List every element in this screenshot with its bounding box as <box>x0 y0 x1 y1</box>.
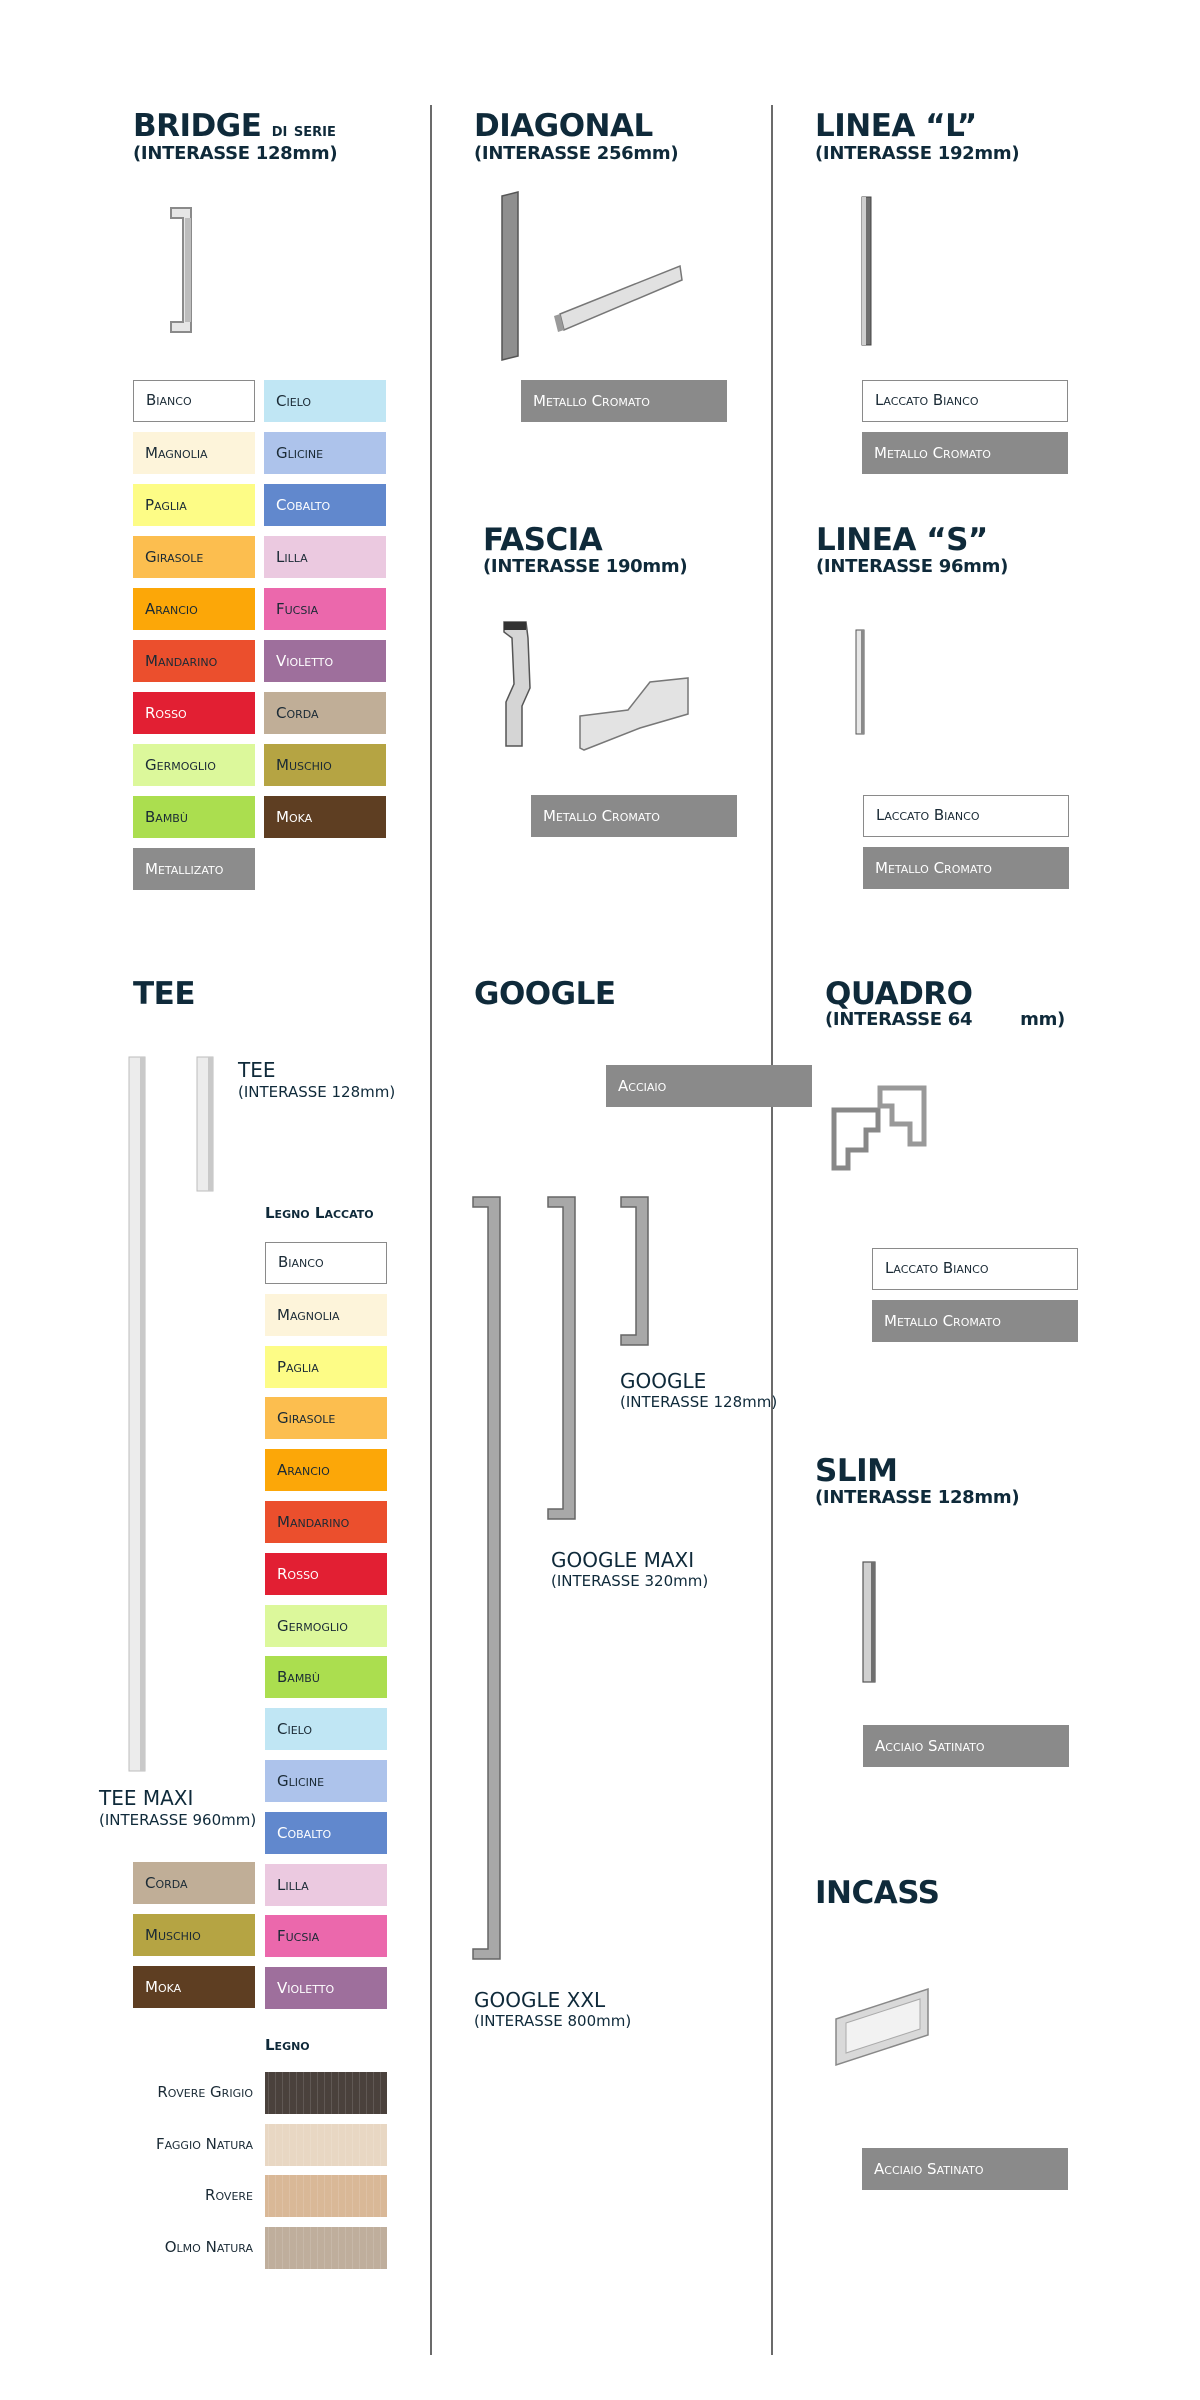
fascia-spec: (INTERASSE 190mm) <box>483 556 688 577</box>
column-divider-left <box>430 105 432 2355</box>
linea-l-swatch-laccato-bianco: Laccato Bianco <box>862 380 1068 422</box>
tee-maxi-spec: (INTERASSE 960mm) <box>99 1811 257 1829</box>
wood-swatch-rovere <box>265 2175 387 2217</box>
quadro-title: QUADRO <box>825 976 973 1012</box>
tee-lacquer-swatch-bambu: Bambù <box>265 1656 387 1698</box>
quadro-spec-a: (INTERASSE 64 <box>825 1009 973 1030</box>
tee-lacquer-swatch-lilla: Lilla <box>265 1864 387 1906</box>
bridge-swatch-bambu: Bambù <box>133 796 255 838</box>
quadro-handle-image <box>828 1080 933 1175</box>
linea-s-swatch-metallo-cromato: Metallo Cromato <box>863 847 1069 889</box>
google-maxi-spec: (INTERASSE 320mm) <box>551 1572 709 1590</box>
linea-l-handle-image <box>858 195 878 350</box>
incass-handle-image <box>832 1985 932 2070</box>
google-xxl-label: GOOGLE XXL <box>474 1988 606 2012</box>
wood-swatch-rovere-grigio <box>265 2072 387 2114</box>
bridge-swatch-lilla: Lilla <box>264 536 386 578</box>
quadro-spec <box>825 1009 1065 1031</box>
incass-title: INCASS <box>815 1875 940 1911</box>
linea-s-handle-image <box>853 628 869 738</box>
bridge-spec: (INTERASSE 128mm) <box>133 143 338 164</box>
linea-s-title: LINEA “S” <box>816 522 988 558</box>
diagonal-swatch-metallo-cromato: Metallo Cromato <box>521 380 727 422</box>
tee-lacquer-swatch-girasole: Girasole <box>265 1397 387 1439</box>
google-handle-image <box>618 1195 654 1350</box>
linea-s-swatch-laccato-bianco: Laccato Bianco <box>863 795 1069 837</box>
bridge-swatch-metallizato: Metallizato <box>133 848 255 890</box>
tee-maxi-handle-image <box>126 1055 150 1775</box>
tee-lacquer-swatch-fucsia: Fucsia <box>265 1915 387 1957</box>
column-divider-right <box>771 105 773 2355</box>
tee-lacquer-swatch-cobalto: Cobalto <box>265 1812 387 1854</box>
bridge-swatch-paglia: Paglia <box>133 484 255 526</box>
google-xxl-spec: (INTERASSE 800mm) <box>474 2012 632 2030</box>
bridge-swatch-cielo: Cielo <box>264 380 386 422</box>
bridge-swatch-moka: Moka <box>264 796 386 838</box>
bridge-handle-image <box>165 200 205 340</box>
tee-left-swatch-moka: Moka <box>133 1966 255 2008</box>
wood-label-faggio-natura: Faggio Natura <box>155 2134 253 2153</box>
fascia-handle-image <box>500 618 695 758</box>
tee-lacquer-swatch-cielo: Cielo <box>265 1708 387 1750</box>
linea-l-title: LINEA “L” <box>815 108 977 144</box>
bridge-swatch-mandarino: Mandarino <box>133 640 255 682</box>
quadro-swatch-laccato-bianco: Laccato Bianco <box>872 1248 1078 1290</box>
bridge-title-main: BRIDGE <box>133 108 262 144</box>
bridge-swatch-girasole: Girasole <box>133 536 255 578</box>
google-label: GOOGLE <box>620 1369 707 1393</box>
bridge-swatch-violetto: Violetto <box>264 640 386 682</box>
linea-l-spec: (INTERASSE 192mm) <box>815 143 1020 164</box>
tee-lacquer-swatch-magnolia: Magnolia <box>265 1294 387 1336</box>
fascia-swatch-metallo-cromato: Metallo Cromato <box>531 795 737 837</box>
google-title: GOOGLE <box>474 976 616 1012</box>
fascia-title: FASCIA <box>483 522 603 558</box>
google-spec: (INTERASSE 128mm) <box>620 1393 778 1411</box>
tee-lacquer-swatch-arancio: Arancio <box>265 1449 387 1491</box>
tee-title: TEE <box>133 976 195 1012</box>
wood-label-rovere: Rovere <box>205 2186 253 2204</box>
slim-handle-image <box>860 1560 880 1685</box>
bridge-title <box>133 110 336 146</box>
google-maxi-handle-image <box>545 1195 581 1525</box>
google-swatch-acciaio: Acciaio <box>606 1065 812 1107</box>
slim-swatch-acciaio-satinato: Acciaio Satinato <box>863 1725 1069 1767</box>
bridge-swatch-arancio: Arancio <box>133 588 255 630</box>
bridge-swatch-muschio: Muschio <box>264 744 386 786</box>
tee-left-swatch-corda: Corda <box>133 1862 255 1904</box>
quadro-spec-b: mm) <box>1020 1009 1065 1030</box>
wood-label-rovere-grigio: Rovere Grigio <box>157 2083 253 2101</box>
bridge-swatch-corda: Corda <box>264 692 386 734</box>
slim-title: SLIM <box>815 1453 898 1489</box>
tee-handle-image <box>194 1055 218 1195</box>
bridge-swatch-fucsia: Fucsia <box>264 588 386 630</box>
google-maxi-label: GOOGLE MAXI <box>551 1548 695 1572</box>
tee-lacquer-swatch-mandarino: Mandarino <box>265 1501 387 1543</box>
tee-left-swatch-muschio: Muschio <box>133 1914 255 1956</box>
tee-lacquer-swatch-rosso: Rosso <box>265 1553 387 1595</box>
tee-lacquer-swatch-germoglio: Germoglio <box>265 1605 387 1647</box>
google-xxl-handle-image <box>470 1195 506 1965</box>
wood-swatch-olmo-natura <box>265 2227 387 2269</box>
bridge-swatch-bianco: Bianco <box>133 380 255 422</box>
tee-lacquer-swatch-paglia: Paglia <box>265 1346 387 1388</box>
bridge-title-suffix: di serie <box>271 119 336 141</box>
bridge-swatch-germoglio: Germoglio <box>133 744 255 786</box>
tee-lacquer-heading: Legno Laccato <box>265 1204 374 1222</box>
bridge-swatch-magnolia: Magnolia <box>133 432 255 474</box>
tee-lacquer-swatch-bianco: Bianco <box>265 1242 387 1284</box>
tee-spec: (INTERASSE 128mm) <box>238 1083 396 1101</box>
diagonal-handle-image <box>498 188 688 363</box>
tee-wood-heading: Legno <box>265 2036 310 2054</box>
tee-lacquer-swatch-glicine: Glicine <box>265 1760 387 1802</box>
bridge-swatch-glicine: Glicine <box>264 432 386 474</box>
wood-swatch-faggio-natura <box>265 2124 387 2166</box>
incass-swatch-acciaio-satinato: Acciaio Satinato <box>862 2148 1068 2190</box>
linea-l-swatch-metallo-cromato: Metallo Cromato <box>862 432 1068 474</box>
diagonal-title: DIAGONAL <box>474 108 653 144</box>
tee-maxi-label: TEE MAXI <box>99 1786 194 1810</box>
diagonal-spec: (INTERASSE 256mm) <box>474 143 679 164</box>
tee-lacquer-swatch-violetto: Violetto <box>265 1967 387 2009</box>
tee-label: TEE <box>238 1058 276 1082</box>
wood-label-olmo-natura: Olmo Natura <box>164 2237 253 2256</box>
linea-s-spec: (INTERASSE 96mm) <box>816 556 1009 577</box>
bridge-swatch-rosso: Rosso <box>133 692 255 734</box>
bridge-swatch-cobalto: Cobalto <box>264 484 386 526</box>
quadro-swatch-metallo-cromato: Metallo Cromato <box>872 1300 1078 1342</box>
slim-spec: (INTERASSE 128mm) <box>815 1487 1020 1508</box>
